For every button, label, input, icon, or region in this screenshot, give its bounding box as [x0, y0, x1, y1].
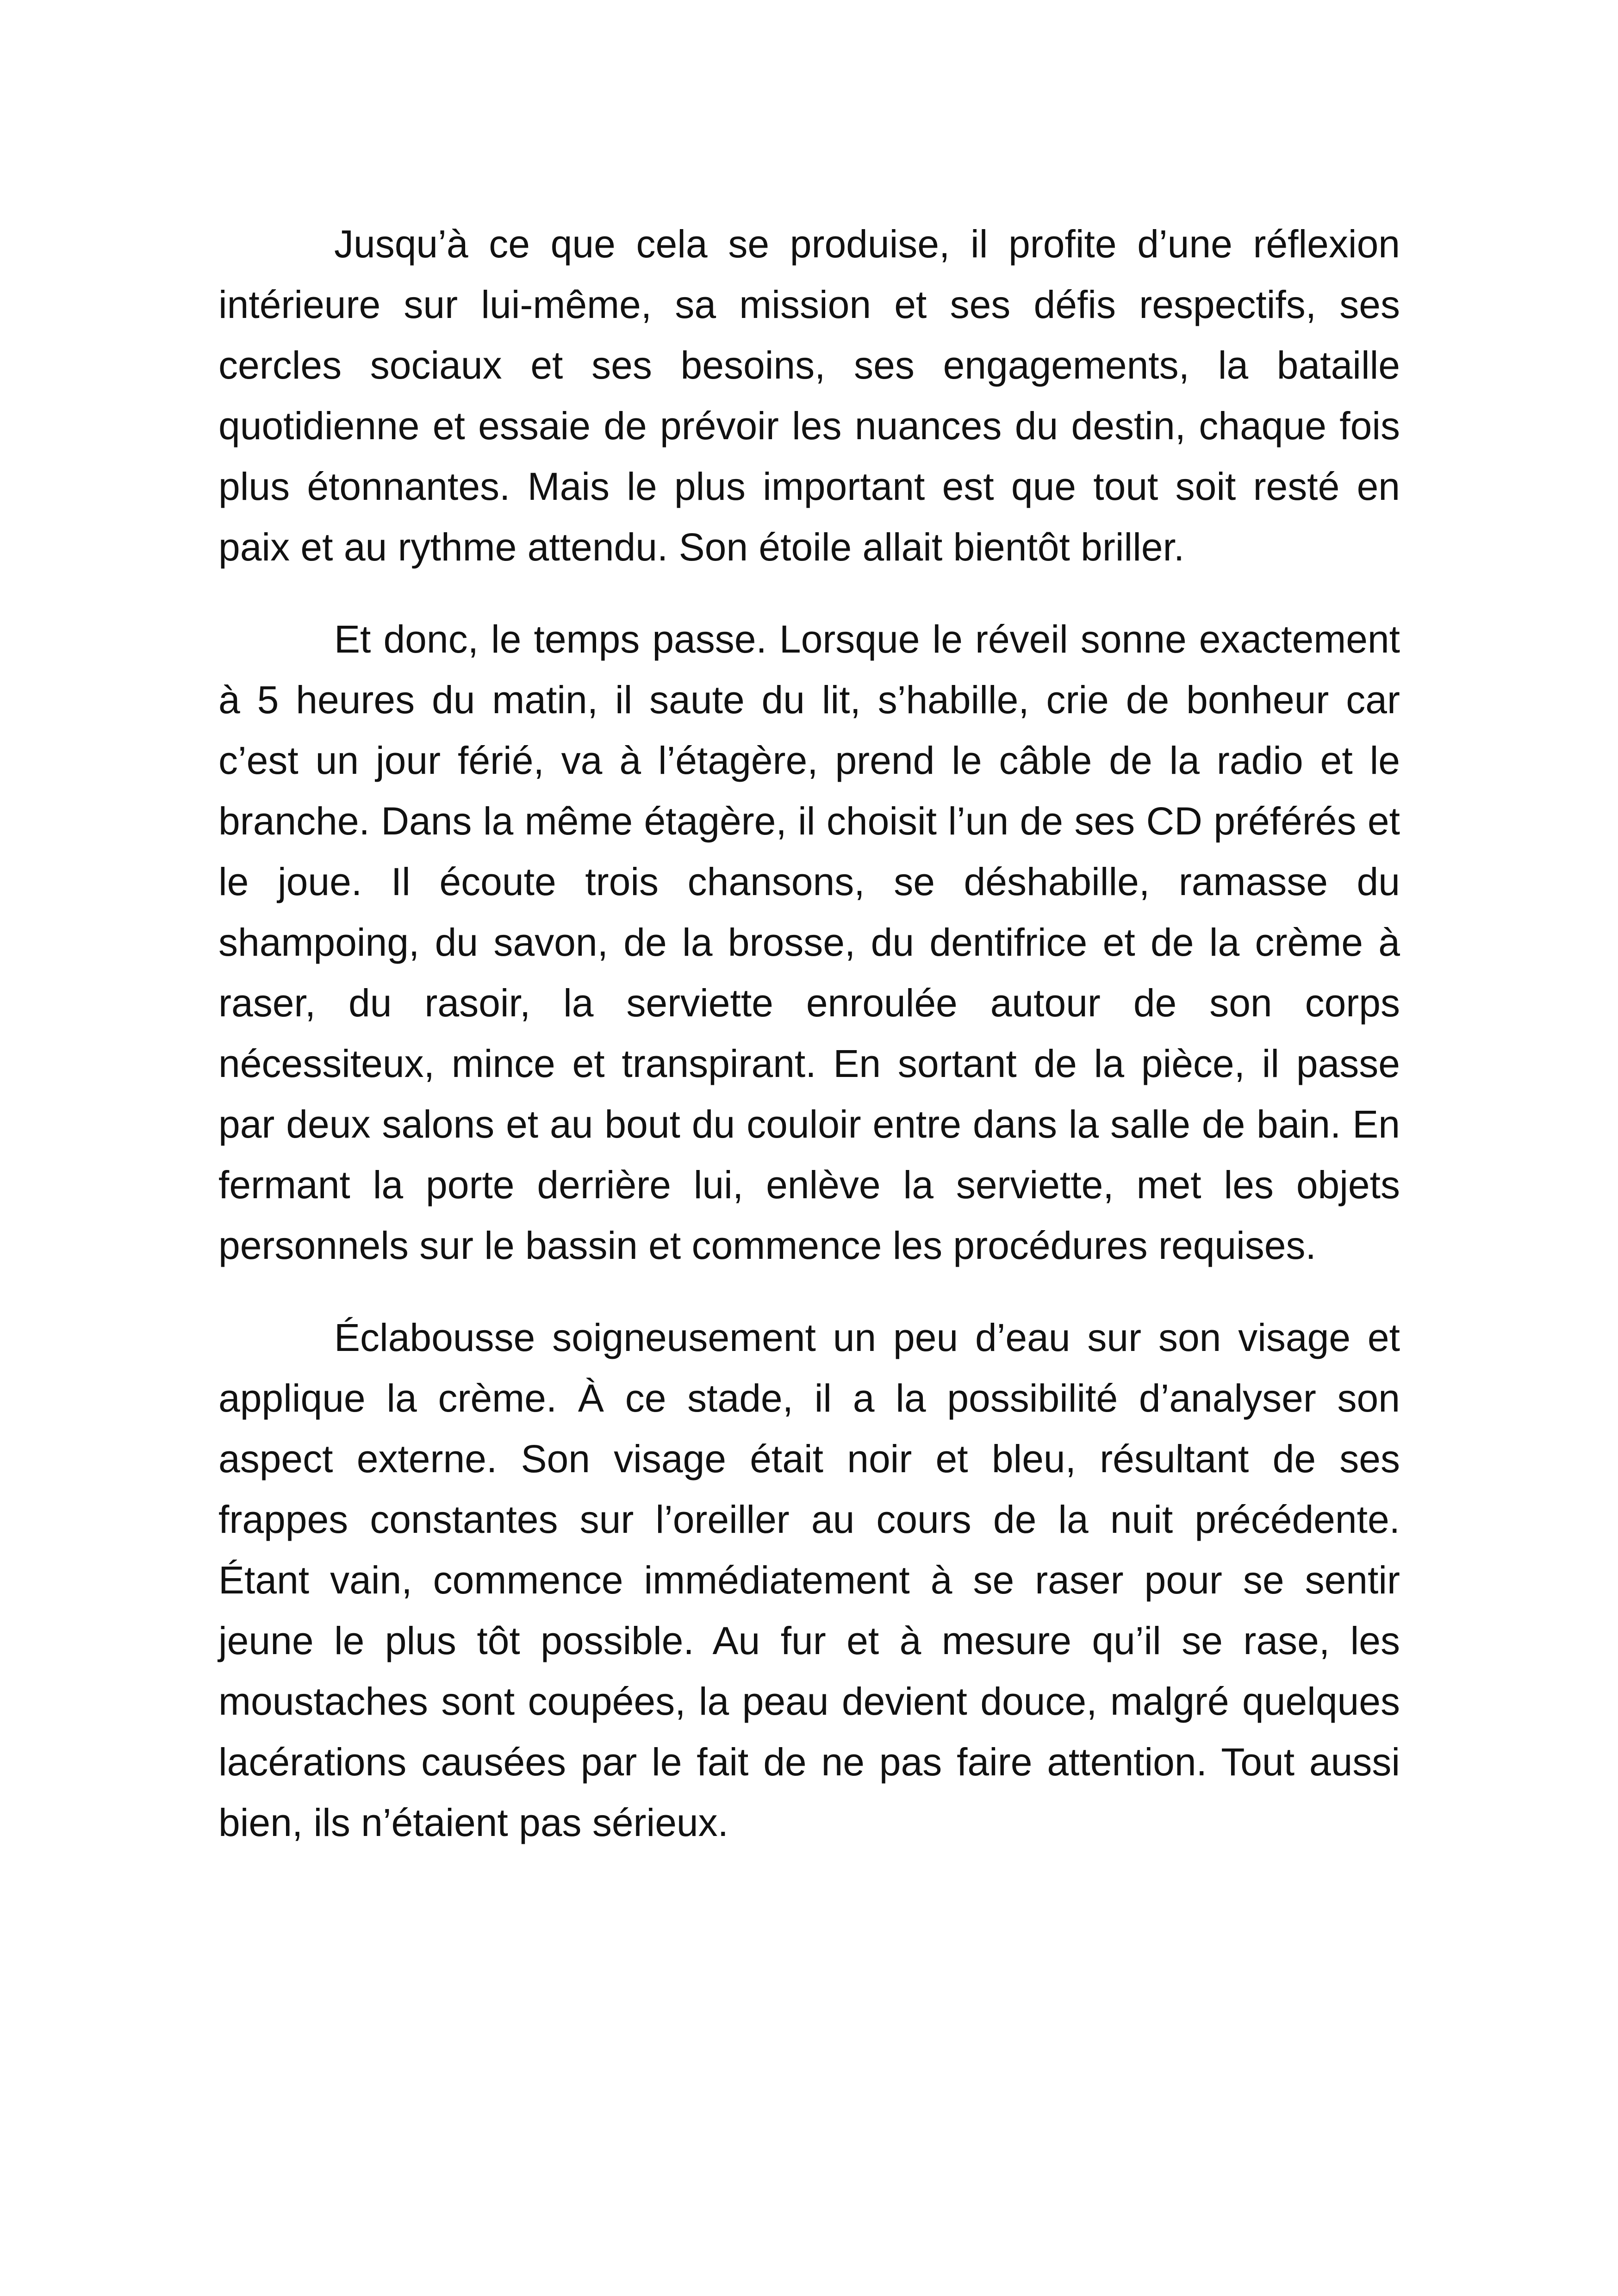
body-text	[218, 214, 1400, 1885]
paragraph-1: Jusqu’à ce que cela se produise, il profite d’une réflexion intérieure sur lui-même, sa mission et ses défis respectifs, ses cercles sociaux et ses besoins, ses engagements, la bataille quotidienne et essaie de prévoir les nuances du destin, chaque fois plus étonnantes. Mais le plus important est que tout soit resté en paix et au rythme attendu. Son étoile allait bientôt briller.	[218, 222, 1400, 569]
paragraph-3: Éclabousse soigneusement un peu d’eau sur son visage et applique la crème. À ce stade, il a la possibilité d’analyser son aspect externe. Son visage était noir et bleu, résultant de ses frappes constantes sur l’oreiller au cours de la nuit précédente. Étant vain, commence immédiatement à se raser pour se sentir jeune le plus tôt possible. Au fur et à mesure qu’il se rase, les moustaches sont coupées, la peau devient douce, malgré quelques lacérations causées par le fait de ne pas faire attention. Tout aussi bien, ils n’étaient pas sérieux.	[218, 1316, 1400, 1844]
paragraph-2: Et donc, le temps passe. Lorsque le réveil sonne exactement à 5 heures du matin, il saute du lit, s’habille, crie de bonheur car c’est un jour férié, va à l’étagère, prend le câble de la radio et le branche. Dans la même étagère, il choisit l’un de ses CD préférés et le joue. Il écoute trois chansons, se déshabille, ramasse du shampoing, du savon, de la brosse, du dentifrice et de la crème à raser, du rasoir, la serviette enroulée autour de son corps nécessiteux, mince et transpirant. En sortant de la pièce, il passe par deux salons et au bout du couloir entre dans la salle de bain. En fermant la porte derrière lui, enlève la serviette, met les objets personnels sur le bassin et commence les procédures requises.	[218, 617, 1400, 1267]
